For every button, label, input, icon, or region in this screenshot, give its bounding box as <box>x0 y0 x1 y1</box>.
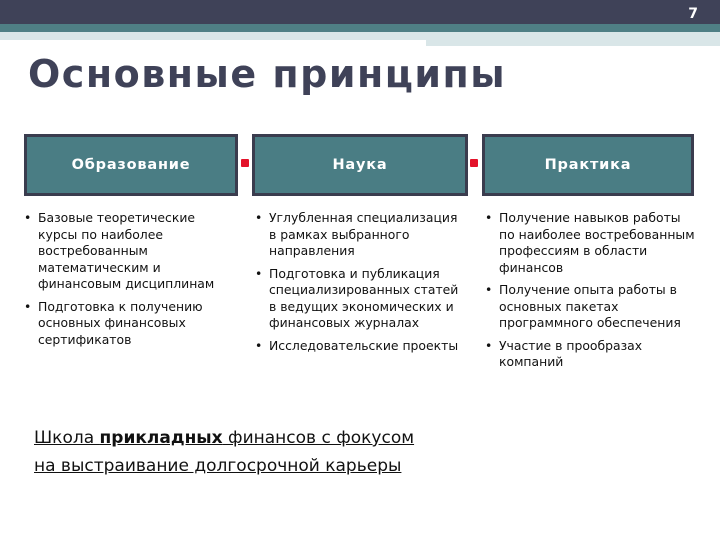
bullet-item: • Получение опыта работы в основных пакетах программного обеспечения <box>485 282 681 330</box>
bullet-item: • Подготовка и публикация специализированных статей в ведущих экономических и финансовых журналах <box>255 265 459 330</box>
page-number: 7 <box>688 6 698 22</box>
pillar-label: Образование <box>71 157 191 173</box>
bullet-icon: • <box>24 210 32 225</box>
pillar-box-practice <box>482 134 694 196</box>
bullet-item: • Углубленная специализация в рамках выбранного направления <box>255 210 458 258</box>
bullet-item: • Базовые теоретические курсы по наиболее востребованным математическим и финансовым дисциплинам <box>24 210 215 291</box>
header-bar <box>0 0 720 24</box>
tagline-line-2: на выстраивание долгосрочной карьеры <box>34 456 402 476</box>
bullet-item: • Участие в прообразах компаний <box>485 337 643 369</box>
header-light-stripe <box>0 32 426 40</box>
bullet-icon: • <box>24 298 32 314</box>
bullet-item: • Исследовательские проекты <box>255 337 459 353</box>
pillar-label: Наука <box>332 157 388 173</box>
bullet-item: • Получение навыков работы по наиболее востребованным профессиям в области финансов <box>485 210 695 275</box>
pillar-label: Практика <box>544 157 632 173</box>
pillar-box-science <box>252 134 468 196</box>
bullet-item: • Подготовка к получению основных финансовых сертификатов <box>24 298 203 347</box>
connector-dot <box>241 159 249 167</box>
bullet-list-education <box>24 210 232 354</box>
bullet-icon: • <box>255 337 263 353</box>
bullet-icon: • <box>485 210 493 225</box>
bullet-list-science <box>255 210 465 360</box>
bullet-list-practice <box>485 210 695 377</box>
connector-dot <box>470 159 478 167</box>
tagline-line-1: Школа прикладных финансов с фокусом <box>34 428 415 448</box>
header-accent-stripe <box>0 24 720 32</box>
bullet-icon: • <box>485 337 493 353</box>
bullet-icon: • <box>485 282 493 297</box>
bullet-icon: • <box>255 210 263 225</box>
pillar-box-education <box>24 134 238 196</box>
slide-title: Основные принципы <box>28 52 507 96</box>
tagline <box>34 424 414 480</box>
tagline-emphasis: прикладных <box>99 428 223 448</box>
header-light-stripe-right <box>426 32 720 46</box>
bullet-icon: • <box>255 265 263 281</box>
